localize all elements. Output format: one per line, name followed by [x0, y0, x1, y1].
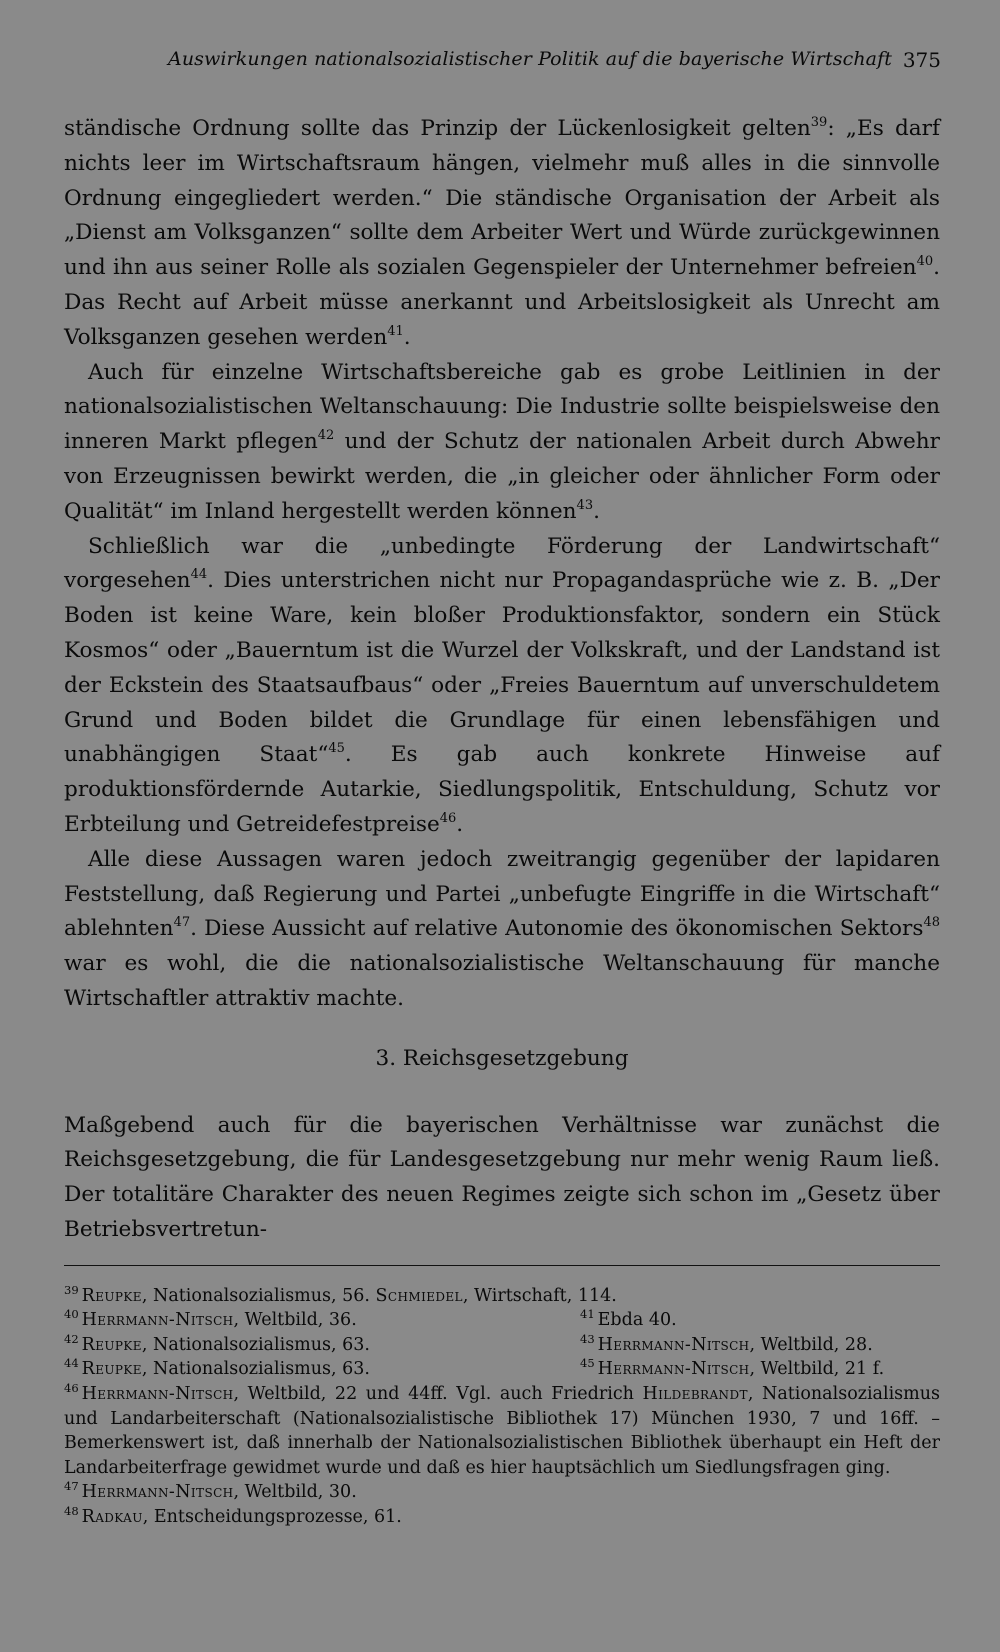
- footnote-ref-47: 47: [173, 915, 191, 931]
- footnote-ref-48: 48: [923, 915, 940, 931]
- paragraph-4: [64, 843, 940, 1017]
- footnote-43: [580, 1333, 873, 1358]
- text-run: .: [403, 324, 411, 350]
- footnote-row-42-43: [64, 1333, 940, 1358]
- author-name: Schmiedel: [375, 1285, 463, 1306]
- section-text: [64, 1109, 940, 1248]
- main-text: [64, 112, 940, 1017]
- author-name: Herrmann-Nitsch: [81, 1482, 234, 1503]
- text-run: .: [456, 811, 464, 837]
- running-title: Auswirkungen nationalsozialistischer Politik auf die bayerische Wirtschaft: [168, 48, 892, 70]
- citation: Ebda 40.: [597, 1310, 677, 1331]
- footnote-ref-46: 46: [439, 810, 457, 826]
- citation: , Entscheidungsprozesse, 61.: [142, 1507, 402, 1528]
- section-heading: 3. Reichsgesetzgebung: [375, 1045, 629, 1071]
- footnote-ref-39: 39: [810, 115, 828, 130]
- text-run: . Es gab auch konkrete Hinweise auf produktionsfördernde Autarkie, Siedlungspolitik, Entschuldung, Schutz vor Erbteilung und Getreidefestpreise: [64, 742, 940, 837]
- author-name: Reupke: [81, 1285, 142, 1306]
- author-name: Hildebrandt: [642, 1384, 748, 1405]
- citation: , Nationalsozialismus und Landarbeiterschaft (Nationalsozialistische Bibliothek 17) München 1930, 7 und 16ff. – Bemerkenswert ist, daß innerhalb der Nationalsozialistischen Bibliothek überhaupt ein Heft der Landarbeiterfrage gewidmet wurde und daß es hier hauptsächlich um Siedlungsfragen ging.: [64, 1384, 941, 1478]
- footnote-number: 39: [64, 1282, 79, 1297]
- text-run: . Das Recht auf Arbeit müsse anerkannt und Arbeitslosigkeit als Unrecht am Volksganzen gesehen werden: [64, 255, 940, 350]
- paragraph-1: [64, 112, 940, 356]
- footnote-45: [580, 1357, 884, 1382]
- footnote-41: [580, 1308, 677, 1333]
- page-number: 375: [902, 48, 941, 72]
- footnote-number: 46: [64, 1381, 79, 1396]
- footnote-number: 42: [64, 1331, 79, 1346]
- footnote-number: 44: [64, 1356, 79, 1371]
- author-name: Reupke: [81, 1334, 142, 1355]
- text-run: . Dies unterstrichen nicht nur Propagandasprüche wie z. B. „Der Boden ist keine Ware, kein bloßer Produktionsfaktor, sondern ein Stück Kosmos“ oder „Bauerntum ist die Wurzel der Volkskraft, und der Landstand ist der Eckstein des Staatsaufbaus“ oder „Freies Bauerntum auf unverschuldetem Grund und Boden bildet die Grundlage für einen lebensfähigen und unabhängigen Staat“: [64, 568, 940, 768]
- author-name: Radkau: [81, 1507, 143, 1528]
- citation: , Nationalsozialismus, 63.: [141, 1359, 370, 1380]
- footnote-ref-42: 42: [317, 428, 335, 444]
- text-run: : „Es darf nichts leer im Wirtschaftsraum hängen, vielmehr muß alles in die sinnvolle Ordnung eingegliedert werden.“ Die ständische Organisation der Arbeit als „Dienst am Volksganzen“ sollte dem Arbeiter Wert und Würde zurückgewinnen und ihn aus seiner Rolle als sozialen Gegenspieler der Unternehmer befreien: [64, 116, 940, 281]
- citation: , Nationalsozialismus, 56.: [141, 1285, 376, 1306]
- footnote-row-44-45: [64, 1357, 940, 1382]
- book-page: [64, 44, 940, 1530]
- footnote-row-40-41: [64, 1308, 940, 1333]
- page-header: [64, 44, 940, 84]
- footnote-42: [64, 1331, 370, 1355]
- citation: , Weltbild, 30.: [233, 1482, 357, 1503]
- citation: , Weltbild, 28.: [749, 1334, 873, 1355]
- footnote-ref-44: 44: [190, 567, 208, 583]
- author-name: Reupke: [81, 1359, 142, 1380]
- citation: , Weltbild, 22 und 44ff. Vgl. auch Friedrich: [233, 1384, 643, 1405]
- footnote-40: [64, 1307, 357, 1331]
- text-run: Auch für einzelne Wirtschaftsbereiche gab es grobe Leitlinien in der nationalsozialistischen Weltanschauung: Die Industrie sollte beispielsweise den inneren Markt pflegen: [64, 359, 940, 455]
- citation: , Weltbild, 21 f.: [749, 1359, 885, 1380]
- footnote-number: 40: [64, 1307, 79, 1322]
- footnote-number: 41: [580, 1307, 595, 1322]
- author-name: Herrmann-Nitsch: [81, 1384, 234, 1405]
- footnote-divider: [64, 1265, 940, 1266]
- footnote-number: 47: [64, 1479, 79, 1494]
- footnote-ref-41: 41: [387, 323, 404, 339]
- paragraph-5: Maßgebend auch für die bayerischen Verhältnisse war zunächst die Reichsgesetzgebung, die für Landesgesetzgebung nur mehr wenig Raum ließ. Der totalitäre Charakter des neuen Regimes zeigte sich schon im „Gesetz über Betriebsvertretun-: [64, 1112, 940, 1242]
- citation: , Nationalsozialismus, 63.: [141, 1334, 370, 1355]
- footnote-44: [64, 1356, 370, 1380]
- footnote-46: [64, 1382, 940, 1480]
- paragraph-3: [64, 530, 940, 843]
- footnote-ref-40: 40: [916, 254, 934, 270]
- text-run: Alle diese Aussagen waren jedoch zweitrangig gegenüber der lapidaren Feststellung, daß Regierung und Partei „unbefugte Eingriffe in die Wirtschaft“ ablehnten: [64, 846, 940, 942]
- text-run: und der Schutz der nationalen Arbeit durch Abwehr von Erzeugnissen bewirkt werden, die „in gleicher oder ähnlicher Form oder Qualität“ im Inland hergestellt werden können: [64, 429, 940, 524]
- footnote-ref-45: 45: [328, 741, 345, 757]
- footnote-number: 43: [580, 1331, 595, 1346]
- footnote-number: 48: [64, 1504, 79, 1519]
- paragraph-2: [64, 356, 940, 530]
- footnote-ref-43: 43: [576, 497, 594, 513]
- citation: , Weltbild, 36.: [233, 1310, 357, 1331]
- footnote-46-text: [64, 1382, 940, 1480]
- footnote-39: [64, 1284, 940, 1309]
- text-run: Schließlich war die „unbedingte Förderung der Landwirtschaft“ vorgesehen: [64, 533, 940, 594]
- author-name: Herrmann-Nitsch: [597, 1359, 750, 1380]
- citation: , Wirtschaft, 114.: [462, 1285, 617, 1306]
- footnotes: [64, 1284, 940, 1530]
- footnote-47: [64, 1480, 940, 1505]
- author-name: Herrmann-Nitsch: [597, 1334, 750, 1355]
- text-run: . Diese Aussicht auf relative Autonomie des ökonomischen Sektors: [190, 916, 924, 942]
- author-name: Herrmann-Nitsch: [81, 1310, 234, 1331]
- footnote-48: [64, 1505, 940, 1530]
- footnote-number: 45: [580, 1356, 595, 1371]
- text-run: ständische Ordnung sollte das Prinzip der Lückenlosigkeit gelten: [64, 116, 811, 141]
- text-run: war es wohl, die die nationalsozialistische Weltanschauung für manche Wirtschaftler attraktiv machte.: [64, 951, 940, 1011]
- text-run: .: [593, 498, 600, 524]
